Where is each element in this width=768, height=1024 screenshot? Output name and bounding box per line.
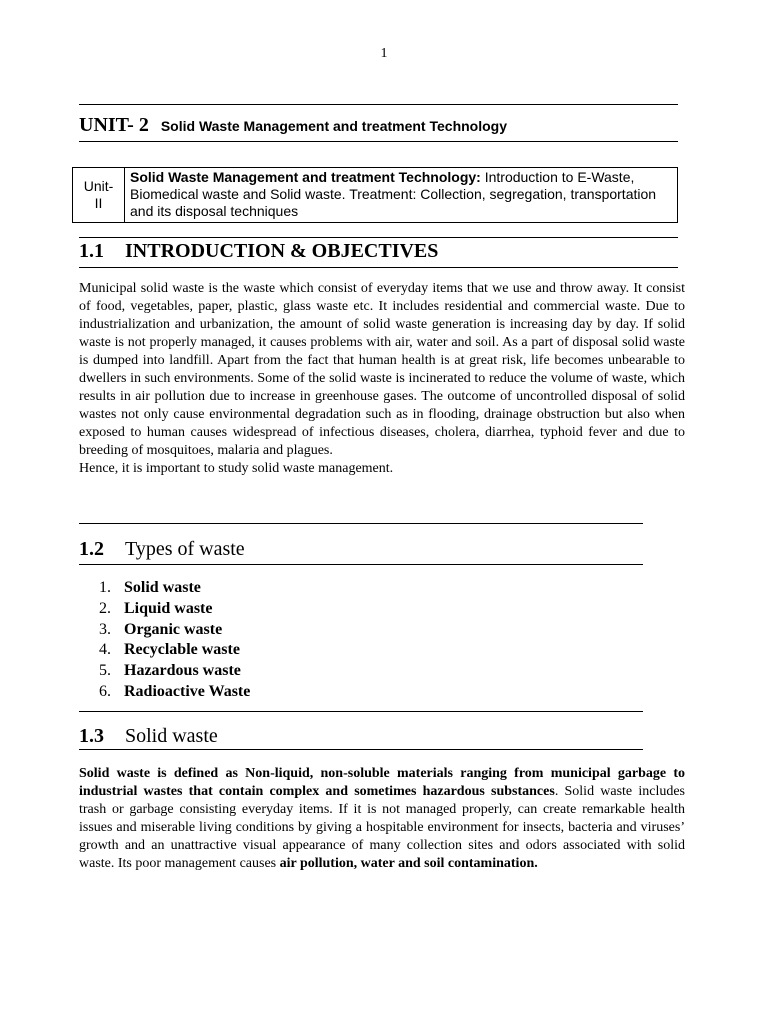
syllabus-topics: Introduction to E-Waste, Biomedical waste and Solid waste. Treatment: Collection, segregation, transportation and its disposal techniques bbox=[130, 169, 657, 219]
solid-waste-definition: Solid waste is defined as Non-liquid, non-soluble materials ranging from municipal garbage to industrial wastes that contain complex and sometimes hazardous substances bbox=[79, 766, 685, 799]
section-1-3-top-rule bbox=[79, 711, 643, 712]
section-1-1-number: 1.1 bbox=[79, 240, 104, 262]
list-item: 6. Radioactive Waste bbox=[99, 682, 251, 700]
solid-waste-body: . Solid waste includes trash or garbage consisting everyday items. If it is not managed properly, can create remarkable health issues and miserable living conditions by giving a hospitable environment for insects, bacteria and viruses’ growth and an unattractive visual appearance of many collection sites and odors associated with solid waste. Its poor management causes bbox=[79, 784, 685, 871]
unit-cell-line2: II bbox=[94, 195, 103, 211]
waste-types-list bbox=[99, 578, 250, 703]
section-1-2-bottom-rule bbox=[79, 564, 643, 565]
unit-label: UNIT- 2 bbox=[79, 114, 149, 136]
header-bottom-rule bbox=[79, 141, 678, 142]
list-item: 5. Hazardous waste bbox=[99, 662, 241, 680]
unit-title: Solid Waste Management and treatment Technology bbox=[160, 118, 508, 134]
section-1-1-title: INTRODUCTION & OBJECTIVES bbox=[125, 240, 439, 262]
section-1-1-top-rule bbox=[79, 237, 678, 238]
intro-conclusion: Hence, it is important to study solid waste management. bbox=[79, 461, 394, 476]
section-1-3-bottom-rule bbox=[79, 749, 643, 750]
section-1-2-top-rule bbox=[79, 523, 643, 524]
unit-cell-line1: Unit- bbox=[83, 178, 114, 194]
page-number: 1 bbox=[380, 46, 388, 61]
unit-header bbox=[79, 114, 679, 137]
list-item: 3. Organic waste bbox=[99, 620, 223, 638]
list-item: 4. Recyclable waste bbox=[99, 641, 240, 659]
list-item: 2. Liquid waste bbox=[99, 599, 213, 617]
intro-body: Municipal solid waste is the waste which consist of everyday items that we use and throw away. It consist of food, vegetables, paper, plastic, glass waste etc. It includes residential and commercial waste. Due to industrialization and urbanization, the amount of solid waste generation is increasing day by day. If solid waste is not properly managed, it causes problems with air, water and soil. As a part of disposal solid waste is dumped into landfill. Apart from the fact that human health is at great risk, life becomes unbearable to dwellers in such environments. Some of the solid waste is incinerated to reduce the volume of waste, which results in air pollution due to increase in greenhouse gases. The outcome of uncontrolled disposal of solid wastes not only cause environmental degradation such as in flooding, drainage obstruction but also when exposed to human causes widespread of infectious diseases, cholera, diarrhea, typhoid fever and due to breeding of mosquitoes, malaria and plagues. bbox=[79, 281, 685, 458]
syllabus-title: Solid Waste Management and treatment Technology: bbox=[130, 169, 481, 185]
unit-syllabus-table bbox=[72, 167, 678, 223]
unit-cell bbox=[73, 168, 125, 222]
section-1-1-heading bbox=[79, 240, 438, 263]
list-item: 1. Solid waste bbox=[99, 579, 201, 596]
solid-waste-paragraph bbox=[79, 765, 685, 873]
header-top-rule bbox=[79, 104, 678, 105]
intro-paragraph bbox=[79, 280, 685, 478]
section-1-3-heading bbox=[79, 725, 218, 748]
section-1-2-title: Types of waste bbox=[125, 538, 245, 560]
solid-waste-effects: air pollution, water and soil contamination. bbox=[279, 856, 538, 871]
section-1-3-title: Solid waste bbox=[125, 725, 218, 747]
section-1-2-heading bbox=[79, 538, 245, 561]
section-1-2-number: 1.2 bbox=[79, 538, 104, 560]
section-1-1-bottom-rule bbox=[79, 267, 678, 268]
section-1-3-number: 1.3 bbox=[79, 725, 104, 747]
syllabus-description bbox=[130, 169, 675, 220]
